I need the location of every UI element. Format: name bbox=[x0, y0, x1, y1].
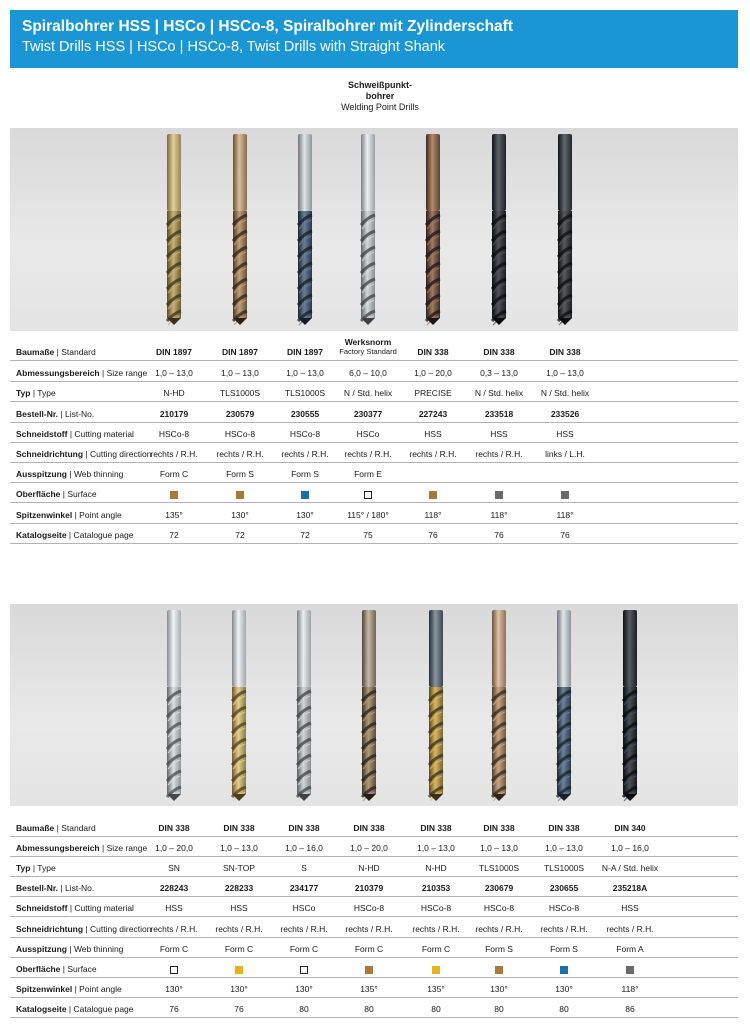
cell-surface bbox=[533, 489, 597, 499]
row-label: Bestell-Nr. | List-No. bbox=[16, 883, 95, 893]
cell-thinning: Form S bbox=[291, 469, 319, 479]
cell-thinning: Form C bbox=[289, 944, 319, 954]
cell-material: HSCo-8 bbox=[483, 903, 515, 913]
cell-standard: DIN 338 bbox=[158, 823, 190, 833]
cell-angle: 135° bbox=[165, 510, 183, 520]
cell-angle: 118° bbox=[621, 984, 639, 994]
cell-page: 76 bbox=[234, 1004, 244, 1014]
row-label: Abmessungsbereich | Size range bbox=[16, 368, 148, 378]
row-label-german: Baumaße bbox=[16, 347, 55, 357]
row-label-english: Cutting direction bbox=[90, 924, 152, 934]
cell-surface bbox=[142, 964, 206, 974]
cell-list-no: 230679 bbox=[484, 883, 514, 893]
row-label-english: Cutting direction bbox=[90, 449, 152, 459]
cell-surface bbox=[336, 489, 400, 499]
row-label-english: Web thinning bbox=[73, 944, 124, 954]
welding-note-line1: Schweißpunkt- bbox=[347, 80, 412, 90]
cell-type: S bbox=[301, 863, 307, 873]
grey-surface-swatch-icon bbox=[561, 491, 569, 499]
cell-surface bbox=[337, 964, 401, 974]
row-label-german: Typ bbox=[16, 863, 31, 873]
cell-material: HSCo-8 bbox=[420, 903, 452, 913]
white-surface-swatch-icon bbox=[170, 966, 178, 974]
row-label: Schneidstoff | Cutting material bbox=[16, 903, 134, 913]
cell-thinning: Form S bbox=[485, 944, 513, 954]
cell-direction: rechts / R.H. bbox=[345, 924, 393, 934]
cell-size-range: 1,0 – 13,0 bbox=[286, 368, 324, 378]
row-label: Spitzenwinkel | Point angle bbox=[16, 984, 122, 994]
cell-standard: DIN 338 bbox=[223, 823, 255, 833]
row-label: Typ | Type bbox=[16, 388, 56, 398]
cell-angle: 130° bbox=[165, 984, 183, 994]
cell-size-range: 1,0 – 13,0 bbox=[417, 843, 455, 853]
spec-row-type bbox=[10, 857, 738, 877]
cell-list-no: 230579 bbox=[225, 409, 255, 419]
cell-direction: rechts / R.H. bbox=[540, 924, 588, 934]
cell-surface bbox=[401, 489, 465, 499]
cell-direction: rechts / R.H. bbox=[606, 924, 654, 934]
cell-thinning: Form A bbox=[616, 944, 644, 954]
cell-page: 76 bbox=[494, 530, 504, 540]
welding-note-line3: Welding Point Drills bbox=[341, 102, 419, 112]
silver-blue-drill-icon bbox=[555, 610, 573, 802]
bronze-drill-icon bbox=[360, 610, 378, 802]
row-label-english: Surface bbox=[67, 964, 97, 974]
cell-list-no: 210353 bbox=[421, 883, 451, 893]
cell-page: 80 bbox=[364, 1004, 374, 1014]
cell-surface bbox=[273, 489, 337, 499]
spec-row-type bbox=[10, 382, 738, 402]
row-label: Katalogseite | Catalogue page bbox=[16, 530, 134, 540]
grey-surface-swatch-icon bbox=[626, 966, 634, 974]
row-label-german: Abmessungsbereich bbox=[16, 843, 100, 853]
cell-type: TLS1000S bbox=[284, 388, 326, 398]
cell-angle: 130° bbox=[555, 984, 573, 994]
cell-angle: 118° bbox=[490, 510, 508, 520]
cell-standard: DIN 338 bbox=[549, 347, 581, 357]
cell-angle: 118° bbox=[556, 510, 574, 520]
cell-size-range: 1,0 – 13,0 bbox=[221, 368, 259, 378]
row-label-english: Size range bbox=[106, 843, 148, 853]
cell-material: HSCo-8 bbox=[353, 903, 385, 913]
row-label-german: Bestell-Nr. bbox=[16, 883, 59, 893]
cell-angle: 118° bbox=[424, 510, 442, 520]
cell-direction: rechts / R.H. bbox=[412, 924, 460, 934]
cell-direction: rechts / R.H. bbox=[150, 924, 198, 934]
black-drill-icon bbox=[621, 610, 639, 802]
row-label: Bestell-Nr. | List-No. bbox=[16, 409, 95, 419]
cell-list-no: 228233 bbox=[224, 883, 254, 893]
cell-surface bbox=[207, 964, 271, 974]
bronze-drill-icon bbox=[231, 134, 249, 326]
cell-size-range: 1,0 – 13,0 bbox=[155, 368, 193, 378]
cell-size-range: 1,0 – 13,0 bbox=[220, 843, 258, 853]
cell-thinning: Form C bbox=[159, 469, 189, 479]
silver-drill-icon bbox=[359, 134, 377, 326]
page-header bbox=[10, 10, 738, 68]
cell-surface bbox=[467, 964, 531, 974]
cell-thinning: Form C bbox=[421, 944, 451, 954]
silver-gold-drill-icon bbox=[230, 610, 248, 802]
cell-page: 76 bbox=[428, 530, 438, 540]
row-label: Spitzenwinkel | Point angle bbox=[16, 510, 122, 520]
cell-page: 75 bbox=[363, 530, 373, 540]
cell-surface bbox=[272, 964, 336, 974]
copper-drill-icon bbox=[424, 134, 442, 326]
row-label: Baumaße | Standard bbox=[16, 347, 96, 357]
cell-angle: 130° bbox=[230, 984, 248, 994]
cell-surface bbox=[208, 489, 272, 499]
bronze-surface-swatch-icon bbox=[170, 491, 178, 499]
row-label-german: Schneidstoff bbox=[16, 903, 68, 913]
row-label-english: Type bbox=[37, 863, 56, 873]
cell-thinning: Form S bbox=[550, 944, 578, 954]
cell-standard: DIN 338 bbox=[353, 823, 385, 833]
gold-drill-icon bbox=[427, 610, 445, 802]
cell-thinning: Form C bbox=[159, 944, 189, 954]
cell-standard: DIN 1897 bbox=[287, 347, 323, 357]
row-label-english: Catalogue page bbox=[73, 1004, 134, 1014]
cell-type: N-HD bbox=[358, 863, 380, 873]
spec-row-surface bbox=[10, 483, 738, 503]
cell-list-no: 210379 bbox=[354, 883, 384, 893]
cell-size-range: 1,0 – 20,0 bbox=[350, 843, 388, 853]
bronze-drill-icon bbox=[490, 610, 508, 802]
cell-type: SN bbox=[168, 863, 180, 873]
row-label-german: Katalogseite bbox=[16, 530, 67, 540]
cell-surface bbox=[467, 489, 531, 499]
cell-type: N-HD bbox=[425, 863, 447, 873]
cell-size-range: 1,0 – 16,0 bbox=[611, 843, 649, 853]
cell-list-no: 234177 bbox=[289, 883, 319, 893]
row-label-english: Web thinning bbox=[73, 469, 124, 479]
cell-angle: 115° / 180° bbox=[347, 510, 389, 520]
cell-direction: rechts / R.H. bbox=[280, 924, 328, 934]
cell-direction: links / L.H. bbox=[545, 449, 585, 459]
cell-standard: DIN 338 bbox=[420, 823, 452, 833]
spec-row-standard bbox=[10, 806, 738, 837]
silver-drill-icon bbox=[165, 610, 183, 802]
cell-material: HSCo-8 bbox=[289, 429, 321, 439]
cell-list-no: 230555 bbox=[290, 409, 320, 419]
cell-list-no: 235218A bbox=[612, 883, 648, 893]
spec-row-standard bbox=[10, 331, 738, 361]
spec-row-material bbox=[10, 897, 738, 917]
cell-direction: rechts / R.H. bbox=[475, 449, 523, 459]
row-label: Ausspitzung | Web thinning bbox=[16, 944, 124, 954]
cell-standard: DIN 338 bbox=[483, 347, 515, 357]
cell-page: 86 bbox=[625, 1004, 635, 1014]
spec-row-direction bbox=[10, 443, 738, 463]
cell-type: TLS1000S bbox=[543, 863, 585, 873]
row-label-english: Cutting material bbox=[74, 429, 134, 439]
cell-material: HSS bbox=[556, 429, 574, 439]
cell-list-no: 230655 bbox=[549, 883, 579, 893]
cell-page: 72 bbox=[169, 530, 179, 540]
row-label-german: Baumaße bbox=[16, 823, 55, 833]
spec-row-list-no bbox=[10, 877, 738, 897]
row-label-english: List-No. bbox=[64, 883, 95, 893]
cell-page: 76 bbox=[169, 1004, 179, 1014]
row-label: Schneidstoff | Cutting material bbox=[16, 429, 134, 439]
cell-surface bbox=[532, 964, 596, 974]
black-drill-icon bbox=[556, 134, 574, 326]
cell-type: PRECISE bbox=[414, 388, 452, 398]
row-label-german: Katalogseite bbox=[16, 1004, 67, 1014]
row-label: Schneidrichtung | Cutting direction bbox=[16, 924, 152, 934]
white-surface-swatch-icon bbox=[300, 966, 308, 974]
cell-material: HSCo bbox=[292, 903, 316, 913]
cell-size-range: 1,0 – 20,0 bbox=[414, 368, 452, 378]
cell-angle: 130° bbox=[296, 510, 314, 520]
bronze-surface-swatch-icon bbox=[495, 966, 503, 974]
spec-row-page bbox=[10, 998, 738, 1018]
cell-list-no: 210179 bbox=[159, 409, 189, 419]
row-label-german: Ausspitzung bbox=[16, 944, 67, 954]
row-label: Katalogseite | Catalogue page bbox=[16, 1004, 134, 1014]
gold-surface-swatch-icon bbox=[235, 966, 243, 974]
cell-direction: rechts / R.H. bbox=[475, 924, 523, 934]
cell-list-no: 230377 bbox=[353, 409, 383, 419]
cell-thinning: Form E bbox=[354, 469, 382, 479]
spec-row-size-range bbox=[10, 837, 738, 857]
cell-standard: DIN 338 bbox=[548, 823, 580, 833]
row-label-german: Oberfläche bbox=[16, 964, 61, 974]
welding-note-line2: bohrer bbox=[365, 91, 395, 101]
row-label-german: Schneidstoff bbox=[16, 429, 68, 439]
cell-material: HSS bbox=[490, 429, 508, 439]
cell-material: HSCo-8 bbox=[158, 429, 190, 439]
cell-type: TLS1000S bbox=[219, 388, 261, 398]
cell-standard: DIN 1897 bbox=[222, 347, 258, 357]
cell-thinning: Form C bbox=[354, 944, 384, 954]
cell-material: HSS bbox=[230, 903, 248, 913]
grey-surface-swatch-icon bbox=[495, 491, 503, 499]
row-label-german: Spitzenwinkel bbox=[16, 984, 73, 994]
row-label-german: Schneidrichtung bbox=[16, 449, 84, 459]
drill-photo-band-1 bbox=[10, 128, 738, 331]
spec-row-material bbox=[10, 423, 738, 443]
cell-direction: rechts / R.H. bbox=[215, 924, 263, 934]
cell-type: N-A / Std. helix bbox=[601, 863, 659, 873]
cell-type: N / Std. helix bbox=[474, 388, 524, 398]
row-label: Oberfläche | Surface bbox=[16, 964, 97, 974]
cell-type: SN-TOP bbox=[223, 863, 255, 873]
bronze-surface-swatch-icon bbox=[236, 491, 244, 499]
row-label-english: Size range bbox=[106, 368, 148, 378]
row-label: Baumaße | Standard bbox=[16, 823, 96, 833]
silver-drill-icon bbox=[295, 610, 313, 802]
spec-row-thinning bbox=[10, 463, 738, 483]
cell-list-no: 233518 bbox=[484, 409, 514, 419]
row-label: Oberfläche | Surface bbox=[16, 489, 97, 499]
cell-material: HSCo-8 bbox=[548, 903, 580, 913]
cell-standard: DIN 338 bbox=[483, 823, 515, 833]
row-label-english: Point angle bbox=[79, 984, 122, 994]
cell-page: 72 bbox=[300, 530, 310, 540]
cell-type: TLS1000S bbox=[478, 863, 520, 873]
standard-name: Werksnorm bbox=[344, 337, 392, 347]
row-label-german: Oberfläche bbox=[16, 489, 61, 499]
bronze-surface-swatch-icon bbox=[429, 491, 437, 499]
cell-standard bbox=[336, 337, 400, 357]
white-surface-swatch-icon bbox=[364, 491, 372, 499]
cell-size-range: 1,0 – 13,0 bbox=[545, 843, 583, 853]
row-label-english: Point angle bbox=[79, 510, 122, 520]
cell-standard: DIN 1897 bbox=[156, 347, 192, 357]
row-label-english: Standard bbox=[61, 347, 96, 357]
spec-row-angle bbox=[10, 978, 738, 998]
cell-direction: rechts / R.H. bbox=[150, 449, 198, 459]
blue-surface-swatch-icon bbox=[301, 491, 309, 499]
cell-surface bbox=[598, 964, 662, 974]
cell-page: 80 bbox=[559, 1004, 569, 1014]
cell-type: N / Std. helix bbox=[540, 388, 590, 398]
spec-row-direction bbox=[10, 917, 738, 938]
row-label: Ausspitzung | Web thinning bbox=[16, 469, 124, 479]
spec-row-list-no bbox=[10, 402, 738, 423]
cell-material: HSCo-8 bbox=[224, 429, 256, 439]
cell-page: 76 bbox=[560, 530, 570, 540]
row-label-english: List-No. bbox=[64, 409, 95, 419]
row-label-german: Ausspitzung bbox=[16, 469, 67, 479]
spec-row-angle bbox=[10, 503, 738, 524]
standard-subtitle: Factory Standard bbox=[339, 347, 397, 356]
row-label-english: Standard bbox=[61, 823, 96, 833]
silver-blue-drill-icon bbox=[296, 134, 314, 326]
cell-thinning: Form C bbox=[224, 944, 254, 954]
row-label-english: Cutting material bbox=[74, 903, 134, 913]
cell-page: 80 bbox=[431, 1004, 441, 1014]
cell-size-range: 1,0 – 20,0 bbox=[155, 843, 193, 853]
blue-surface-swatch-icon bbox=[560, 966, 568, 974]
spec-row-size-range bbox=[10, 361, 738, 382]
cell-size-range: 1,0 – 13,0 bbox=[546, 368, 584, 378]
spec-row-page bbox=[10, 524, 738, 544]
row-label-english: Catalogue page bbox=[73, 530, 134, 540]
cell-material: HSCo bbox=[356, 429, 380, 439]
cell-standard: DIN 338 bbox=[288, 823, 320, 833]
row-label-english: Surface bbox=[67, 489, 97, 499]
cell-thinning: Form S bbox=[226, 469, 254, 479]
cell-list-no: 227243 bbox=[418, 409, 448, 419]
cell-angle: 130° bbox=[295, 984, 313, 994]
cell-angle: 130° bbox=[231, 510, 249, 520]
title-english: Twist Drills HSS | HSCo | HSCo-8, Twist Drills with Straight Shank bbox=[22, 39, 446, 55]
cell-direction: rechts / R.H. bbox=[409, 449, 457, 459]
drill-photo-band-2 bbox=[10, 604, 738, 806]
cell-direction: rechts / R.H. bbox=[216, 449, 264, 459]
cell-page: 80 bbox=[299, 1004, 309, 1014]
gold-drill-icon bbox=[165, 134, 183, 326]
cell-standard: DIN 340 bbox=[614, 823, 646, 833]
spec-row-surface bbox=[10, 958, 738, 978]
row-label: Abmessungsbereich | Size range bbox=[16, 843, 148, 853]
cell-material: HSS bbox=[424, 429, 442, 439]
row-label-german: Spitzenwinkel bbox=[16, 510, 73, 520]
cell-size-range: 6,0 – 10,0 bbox=[349, 368, 387, 378]
cell-standard: DIN 338 bbox=[417, 347, 449, 357]
title-german: Spiralbohrer HSS | HSCo | HSCo-8, Spiralbohrer mit Zylinderschaft bbox=[22, 18, 513, 35]
row-label-german: Schneidrichtung bbox=[16, 924, 84, 934]
cell-list-no: 228243 bbox=[159, 883, 189, 893]
bronze-surface-swatch-icon bbox=[365, 966, 373, 974]
cell-size-range: 1,0 – 16,0 bbox=[285, 843, 323, 853]
cell-size-range: 1,0 – 13,0 bbox=[480, 843, 518, 853]
row-label-english: Type bbox=[37, 388, 56, 398]
cell-angle: 135° bbox=[360, 984, 378, 994]
cell-page: 72 bbox=[235, 530, 245, 540]
cell-material: HSS bbox=[621, 903, 639, 913]
row-label: Typ | Type bbox=[16, 863, 56, 873]
cell-direction: rechts / R.H. bbox=[344, 449, 392, 459]
cell-type: N-HD bbox=[163, 388, 185, 398]
spec-row-thinning bbox=[10, 938, 738, 958]
cell-size-range: 0,3 – 13,0 bbox=[480, 368, 518, 378]
cell-surface bbox=[142, 489, 206, 499]
row-label: Schneidrichtung | Cutting direction bbox=[16, 449, 152, 459]
row-label-german: Abmessungsbereich bbox=[16, 368, 100, 378]
cell-angle: 135° bbox=[427, 984, 445, 994]
row-label-german: Typ bbox=[16, 388, 31, 398]
cell-material: HSS bbox=[165, 903, 183, 913]
cell-surface bbox=[404, 964, 468, 974]
welding-point-drills-note bbox=[330, 80, 430, 113]
cell-type: N / Std. helix bbox=[343, 388, 393, 398]
cell-page: 80 bbox=[494, 1004, 504, 1014]
black-drill-icon bbox=[490, 134, 508, 326]
cell-list-no: 233526 bbox=[550, 409, 580, 419]
cell-direction: rechts / R.H. bbox=[281, 449, 329, 459]
cell-angle: 130° bbox=[490, 984, 508, 994]
row-label-german: Bestell-Nr. bbox=[16, 409, 59, 419]
gold-surface-swatch-icon bbox=[432, 966, 440, 974]
